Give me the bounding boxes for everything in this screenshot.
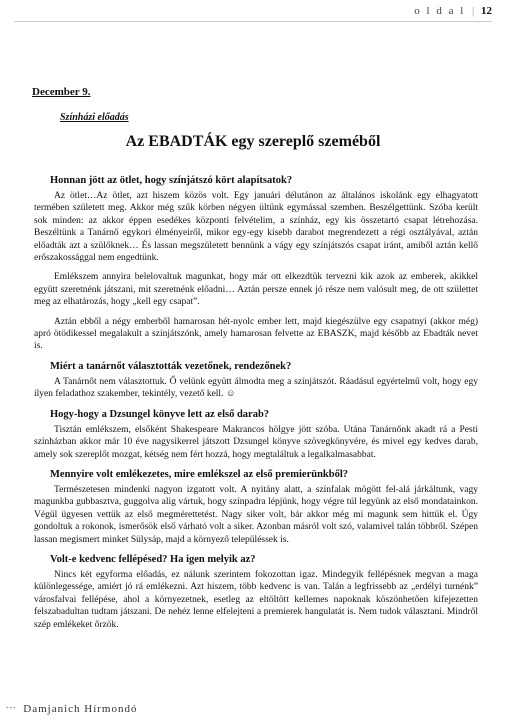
page-header (414, 5, 492, 17)
answer-paragraph: Természetesen mindenki nagyon izgatott volt. A nyitány alatt, a színfalak mögött fel-alá járkáltunk, vagy magunkba gubbasztva, guggolva alig vártuk, hogy színpadra lépjünk, hogy végre túl legyünk az első mondatainkon. Végül ügyesen vettük az első megmérettetést. Nagy siker volt, bár akkor még mi magunk sem hittük el. Úgy gondoltuk a rokonok, ismerősök első várható volt a siker. Azonban másról volt szó, valamivel talán többről. Szépen lassan megismert minket Sülysáp, majd a környező településsek is. (34, 484, 478, 545)
answer-paragraph: Tisztán emlékszem, elsőként Shakespeare Makrancos hölgye jött szóba. Utána Tanárnőnk akadt rá a Pesti színházban akkor már 10 éve nagysikerrel játszott Dzsungel könyve szövegkönyvére, és mivel egy kedves darab, amely sok szereplőt mozgat, kétség nem fért hozzá, hogy megtaláltuk a legalkalmasabbat. (34, 424, 478, 460)
answer-paragraph: Aztán ebből a négy emberből hamarosan hét-nyolc ember lett, majd kiegészülve egy csapatnyi (akkor még) apró ötödikessel megalakult a színjátszónk, amely hamarosan felvette az EBASZK, majd később az Ebadták nevet is. (34, 316, 478, 352)
header-rule (14, 21, 492, 22)
header-separator: | (472, 5, 475, 17)
question-heading: Miért a tanárnőt választották vezetőnek, rendezőnek? (50, 360, 292, 372)
article-title: Az EBADTÁK egy szereplő szeméből (125, 133, 381, 150)
footer-mark: *** (6, 706, 17, 712)
page-number: 12 (481, 5, 492, 17)
article-body (34, 174, 478, 638)
page-footer (6, 703, 137, 715)
question-heading: Mennyire volt emlékezetes, mire emlékszel az első premierünkből? (50, 468, 349, 480)
question-heading: Hogy-hogy a Dzsungel könyve lett az első darab? (50, 408, 270, 420)
answer-paragraph: A Tanárnőt nem választottuk. Ő velünk együtt álmodta meg a színjátszót. Ráadásul egyértelmű volt, hogy egy ilyen feladathoz szakember, tekintély, vezető kell. ☺ (34, 376, 478, 400)
page-label: o l d a l (414, 5, 466, 17)
question-heading: Volt-e kedvenc fellépésed? Ha igen melyik az? (50, 553, 256, 565)
question-heading: Honnan jött az ötlet, hogy színjátszó kört alapítsatok? (50, 175, 293, 186)
answer-paragraph: Nincs két egyforma előadás, ez nálunk szerintem fokozottan igaz. Mindegyik fellépésnek megvan a maga különlegessége, amiért jó rá emlékezni. Azt hiszem, több kedvenc is van. Talán a legfrissebb az „erdélyi turnénk” városfalvai fellépése, ahol a környezetnek, esetleg az eltöltött kellemes napoknak köszönhetően kifejezetten felszabadultan tudtam játszani. De nehéz lenne elfelejteni a premierek hangulatát is. Nem tudok választani. Mindről szép emlékeket őrzök. (34, 569, 478, 630)
section-label: Színházi előadás (60, 112, 129, 123)
article-date: December 9. (32, 86, 91, 98)
answer-paragraph: Az ötlet…Az ötlet, azt hiszem közös volt. Egy januári délutánon az általános iskolánk egy elhagyatott termében született meg. Akkor még szűk körben négyen ültünk egymással szemben. Beszélgettünk. Szóba került sok minden: az akkor éppen esedékes központi felvételim, a színház, egy kis összetartó csapat létrehozása. Beszéltünk a Tanárnő egykori élményeiről, mikor egy-egy kisebb darabot megrendezett a régi osztályával, aztán előadták azt a szülőknek… És lassan megszületett bennünk a vágy egy színjátszós csapat iránt, amiből aztán kellő erőszakossággal nem engedtünk. (34, 191, 478, 264)
publication-name: Damjanich Hírmondó (23, 703, 138, 715)
answer-paragraph: Emlékszem annyira belelovaltuk magunkat, hogy már ott elkezdtük tervezni kik azok az emberek, akikkel együtt szeretnénk játszani, mit szeretnénk előadni… Aztán persze ennek jó része nem valósult meg, de ott születtet meg az elhatározás, hogy „kell egy csapat”. (34, 272, 478, 308)
